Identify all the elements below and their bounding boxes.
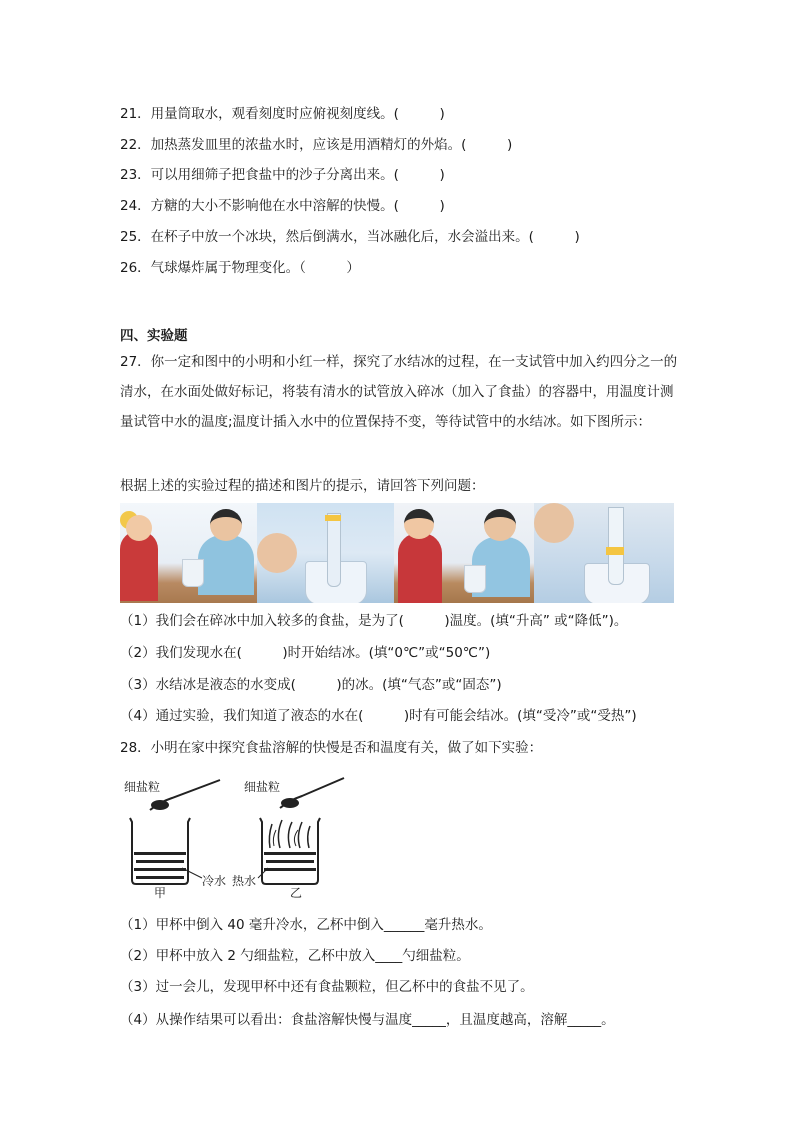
question-27-sub-2: （2）我们发现水在( )时开始结冰。(填“0℃”或“50℃”)	[120, 645, 491, 661]
question-21: 21．用量筒取水，观看刻度时应俯视刻度线。( )	[120, 106, 445, 122]
label-salt-left: 细盐粒	[124, 780, 161, 794]
section-title: 四、实验题	[120, 328, 188, 344]
label-cold-water: 冷水	[202, 874, 227, 888]
question-28-sub-4: （4）从操作结果可以看出：食盐溶解快慢与温度_____，且温度越高，溶解_____。	[120, 1012, 615, 1028]
question-28-sub-1: （1）甲杯中倒入 40 毫升冷水，乙杯中倒入______毫升热水。	[120, 917, 492, 933]
question-24: 24．方糖的大小不影响他在水中溶解的快慢。( )	[120, 198, 445, 214]
question-25: 25．在杯子中放一个冰块，然后倒满水，当冰融化后，水会溢出来。( )	[120, 229, 580, 245]
salt-dissolving-sketch	[120, 772, 360, 900]
question-28-sub-2: （2）甲杯中放入 2 勺细盐粒，乙杯中放入____勺细盐粒。	[120, 948, 470, 964]
question-27-sub-3: （3）水结冰是液态的水变成( )的冰。(填“气态”或“固态”)	[120, 677, 502, 693]
experiment-photos	[120, 503, 674, 603]
photo-frozen-test-tube	[534, 503, 674, 603]
question-22: 22．加热蒸发皿里的浓盐水时，应该是用酒精灯的外焰。( )	[120, 137, 513, 153]
label-salt-right: 细盐粒	[244, 780, 281, 794]
photo-students-observing	[120, 503, 257, 603]
question-26: 26．气球爆炸属于物理变化。（ ）	[120, 260, 360, 276]
label-hot-water: 热水	[232, 874, 257, 888]
question-27-stem: 27．你一定和图中的小明和小红一样，探究了水结冰的过程，在一支试管中加入约四分之一的清水，在水面处做好标记，将装有清水的试管放入碎冰（加入了食盐）的容器中，用温度计测量试管中水的温度;温度计插入水中的位置保持不变，等待试管中的水结冰。如下图所示：	[120, 354, 678, 430]
question-23: 23．可以用细筛子把食盐中的沙子分离出来。( )	[120, 167, 445, 183]
photo-students-thermometer	[394, 503, 534, 603]
question-27-prompt: 根据上述的实验过程的描述和图片的提示，请回答下列问题：	[120, 478, 485, 494]
label-cup-a: 甲	[154, 886, 167, 900]
question-28-stem: 28．小明在家中探究食盐溶解的快慢是否和温度有关，做了如下实验：	[120, 740, 543, 756]
question-28-sub-3: （3）过一会儿，发现甲杯中还有食盐颗粒，但乙杯中的食盐不见了。	[120, 979, 534, 995]
photo-test-tube-in-ice	[257, 503, 394, 603]
label-cup-b: 乙	[290, 886, 303, 900]
question-27-sub-4: （4）通过实验，我们知道了液态的水在( )时有可能会结冰。(填“受冷”或“受热”)	[120, 708, 637, 724]
question-27-sub-1: （1）我们会在碎冰中加入较多的食盐，是为了( )温度。(填“升高” 或“降低”)。	[120, 613, 628, 629]
